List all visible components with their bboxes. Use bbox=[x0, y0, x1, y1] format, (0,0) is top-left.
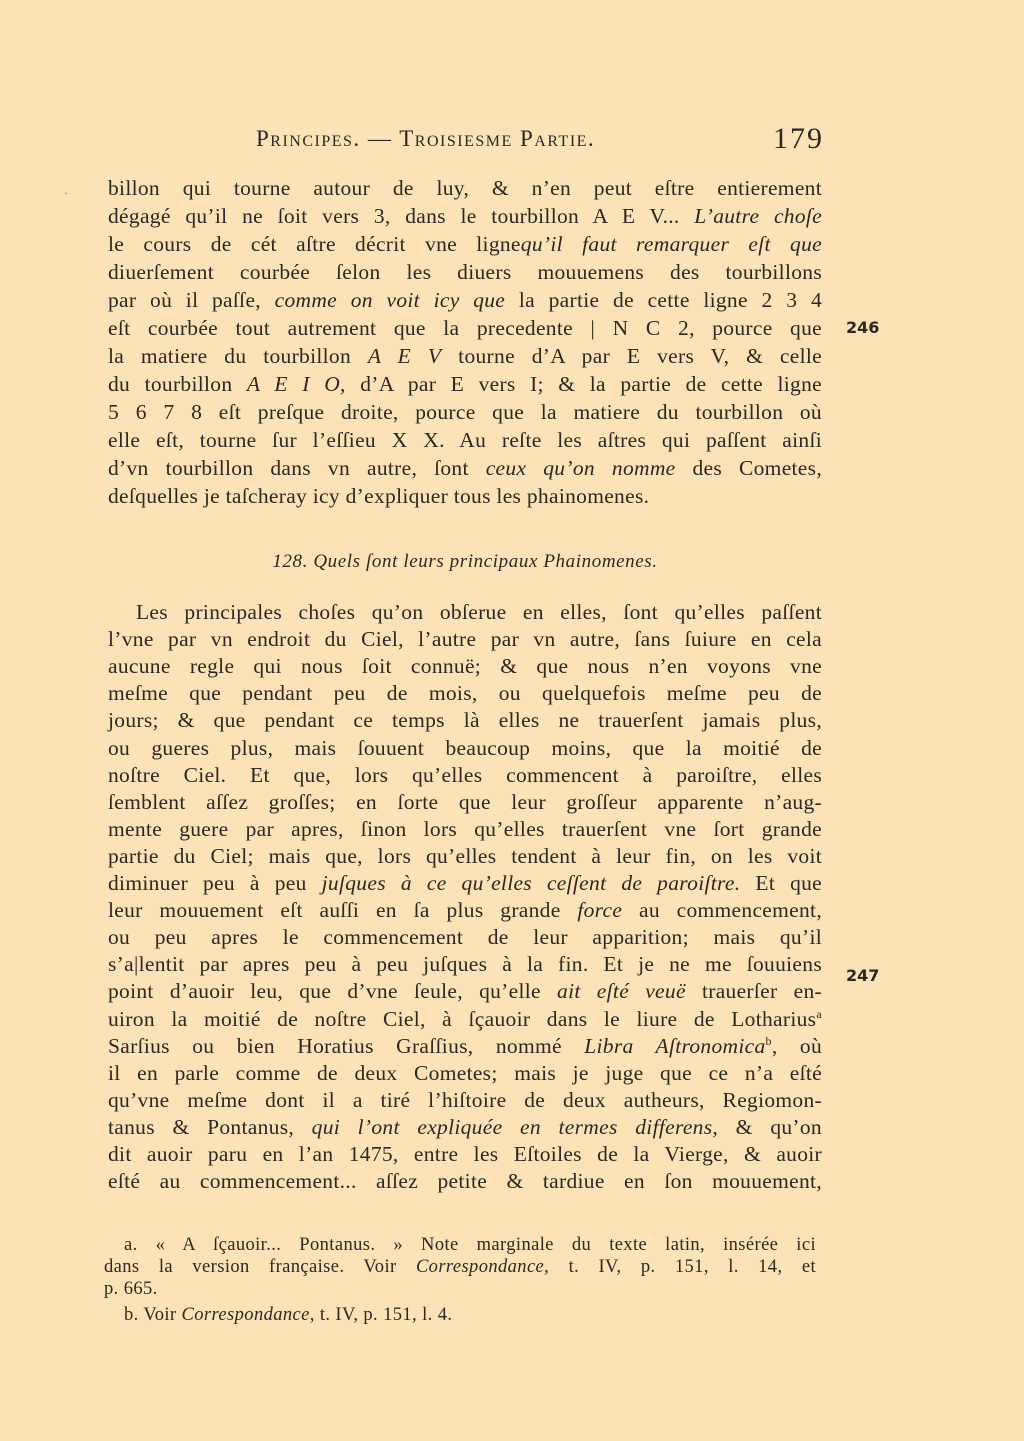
text-line bbox=[108, 482, 822, 510]
footnote-marker: a bbox=[816, 1006, 822, 1021]
text-run: b. Voir bbox=[124, 1305, 182, 1325]
text-run: trauerſer en- bbox=[685, 979, 822, 1004]
text-run: au commencement, bbox=[622, 898, 823, 923]
text-run: ſemblent aſſez groſſes; en ſorte que leur groſſeur apparente n’aug- bbox=[108, 789, 822, 814]
text-line bbox=[108, 202, 822, 230]
text-run: ou peu apres le commencement de leur apparition; mais qu’il bbox=[108, 925, 822, 950]
text-run: mente guere par apres, ſinon lors qu’elles trauerſent vne ſort grande bbox=[108, 816, 822, 841]
text-run: d’A par E vers I; & la partie de cette ligne bbox=[345, 372, 822, 396]
text-run: point d’auoir leu, que d’vne ſeule, qu’elle bbox=[108, 979, 558, 1004]
text-run: , où bbox=[771, 1033, 823, 1058]
text-line bbox=[108, 896, 822, 924]
text-run: diuerſement courbée ſelon les diuers mouuemens des tourbillons bbox=[108, 260, 822, 284]
text-run: eſté au commencement... aſſez petite & tardiue en ſon mouuement, bbox=[108, 1169, 822, 1194]
text-line bbox=[108, 1140, 822, 1168]
text-line bbox=[108, 426, 822, 454]
text-run: tanus & Pontanus, bbox=[108, 1114, 312, 1139]
text-run: jours; & que pendant ce temps là elles ne trauerſent jamais plus, bbox=[108, 708, 822, 733]
italic-run: force bbox=[577, 898, 623, 923]
text-run: & qu’on bbox=[718, 1114, 822, 1139]
text-run: diminuer peu à peu bbox=[108, 871, 322, 895]
text-line bbox=[108, 258, 822, 286]
text-run: eſt courbée tout autrement que la precedente | N C 2, pource que bbox=[108, 316, 822, 340]
footnote-line bbox=[104, 1278, 816, 1300]
text-line bbox=[108, 1032, 822, 1060]
text-line bbox=[108, 1167, 822, 1195]
text-line bbox=[108, 869, 822, 897]
text-line bbox=[108, 1113, 822, 1141]
text-run: s’a|lentit par apres peu à peu juſques à la fin. Et je ne me ſouuiens bbox=[108, 952, 822, 977]
page-number: 179 bbox=[773, 122, 824, 155]
italic-run: ceux qu’on nomme bbox=[485, 456, 676, 480]
text-run: p. 665. bbox=[104, 1279, 158, 1299]
text-line bbox=[108, 286, 822, 314]
text-line bbox=[108, 625, 822, 653]
text-run: leur mouuement eſt auſſi en ſa plus grande bbox=[108, 898, 578, 923]
text-run: le cours de cét aſtre décrit vne ligne bbox=[108, 232, 521, 256]
text-run: des Cometes, bbox=[675, 456, 822, 480]
footnote-line bbox=[124, 1304, 816, 1326]
text-run: il en parle comme de deux Cometes; mais je juge que ce n’a eſté bbox=[108, 1060, 822, 1085]
margin-number-247: 247 bbox=[846, 966, 880, 985]
text-run: a. « A ſçauoir... Pontanus. » Note marginale du texte latin, insérée ici bbox=[124, 1235, 816, 1255]
text-run: t. IV, p. 151, l. 4. bbox=[314, 1305, 453, 1325]
italic-run: comme on voit icy que bbox=[274, 288, 506, 312]
text-line bbox=[136, 598, 822, 626]
text-line bbox=[108, 342, 822, 370]
text-line bbox=[108, 174, 822, 202]
italic-run: Libra Aſtronomica bbox=[584, 1033, 766, 1058]
text-run: la partie de cette ligne 2 3 4 bbox=[505, 288, 822, 312]
running-head bbox=[250, 120, 830, 160]
text-line bbox=[108, 706, 822, 734]
text-run: 5 6 7 8 eſt preſque droite, pource que la matiere du tourbillon où bbox=[108, 400, 822, 424]
text-run: aucune regle qui nous ſoit connuë; & que nous n’en voyons vne bbox=[108, 654, 822, 679]
text-line bbox=[108, 788, 822, 816]
text-run: dans le liure de Lotharius bbox=[530, 1006, 817, 1031]
text-line bbox=[108, 977, 822, 1005]
text-run: dit auoir paru en l’an 1475, entre les Eſtoiles de la Vierge, & auoir bbox=[108, 1142, 822, 1166]
text-run: tourne d’A par E vers V, & celle bbox=[441, 344, 822, 368]
italic-run: juſques à ce qu’elles ceſſent de paroiſtre. bbox=[321, 871, 741, 895]
text-run: Sarſius ou bien Horatius Graſſius, nommé bbox=[108, 1033, 585, 1058]
running-head-title: Principes. — Troisiesme Partie. bbox=[256, 126, 596, 151]
text-run: partie du Ciel; mais que, lors qu’elles tendent à leur fin, on les voit bbox=[108, 843, 822, 868]
text-line bbox=[108, 923, 822, 951]
text-line bbox=[108, 1059, 822, 1087]
text-run: Et que bbox=[740, 871, 823, 895]
italic-run: Correspondance, bbox=[181, 1305, 315, 1325]
footnote-line bbox=[104, 1256, 816, 1278]
text-run: t. IV, p. 151, l. 14, et bbox=[549, 1257, 816, 1277]
text-run: elle eſt, tourne ſur l’eſſieu X X. Au reſte les aſtres qui paſſent ainſi bbox=[108, 428, 822, 452]
text-run: du tourbillon bbox=[108, 372, 247, 396]
text-run: par où il paſſe, bbox=[108, 288, 275, 312]
text-run: l’vne par vn endroit du Ciel, l’autre par vn autre, ſans ſuiure en cela bbox=[108, 627, 822, 652]
italic-run: qui l’ont expliquée en termes differens, bbox=[311, 1114, 719, 1139]
text-run: uiron la moitié de noſtre Ciel, à ſçauoir bbox=[108, 1006, 531, 1031]
text-run: dégagé qu’il ne ſoit vers 3, dans le tourbillon A E V... bbox=[108, 204, 695, 228]
text-run: Les principales choſes qu’on obſerue en elles, ſont qu’elles paſſent bbox=[136, 600, 822, 624]
text-run: dans la version française. Voir bbox=[104, 1257, 416, 1277]
text-line bbox=[108, 230, 822, 258]
footnote-marker: b bbox=[765, 1033, 772, 1048]
text-run: billon qui tourne autour de luy, & n’en peut eſtre entierement bbox=[108, 176, 822, 200]
text-run: qu’vne meſme dont il a tiré l’hiſtoire de deux autheurs, Regiomon- bbox=[108, 1087, 822, 1112]
text-line bbox=[108, 842, 822, 870]
text-run: deſquelles je taſcheray icy d’expliquer tous les phainomenes. bbox=[108, 484, 650, 508]
margin-number-246: 246 bbox=[846, 318, 880, 337]
text-line bbox=[108, 761, 822, 789]
text-run: d’vn tourbillon dans vn autre, ſont bbox=[108, 456, 486, 480]
text-line bbox=[108, 679, 822, 707]
text-run: meſme que pendant peu de mois, ou quelquefois meſme peu de bbox=[108, 681, 822, 706]
italic-run: qu’il faut remarquer eſt que bbox=[520, 232, 822, 256]
page-speck: · bbox=[64, 186, 68, 200]
text-line bbox=[108, 815, 822, 843]
text-run: ou gueres plus, mais ſouuent beaucoup moins, que la moitié de bbox=[108, 735, 822, 760]
footnote-line bbox=[124, 1234, 816, 1256]
text-line bbox=[108, 454, 822, 482]
text-line bbox=[108, 734, 822, 762]
italic-run: A E I O, bbox=[246, 372, 346, 396]
text-line bbox=[108, 1005, 822, 1033]
italic-run: L’autre choſe bbox=[694, 204, 823, 228]
text-line bbox=[108, 398, 822, 426]
text-line bbox=[108, 370, 822, 398]
text-line bbox=[108, 950, 822, 978]
text-line bbox=[108, 314, 822, 342]
section-heading: 128. Quels ſont leurs principaux Phainomenes. bbox=[272, 551, 658, 572]
text-run: noſtre Ciel. Et que, lors qu’elles commencent à paroiſtre, elles bbox=[108, 762, 822, 787]
italic-run: ait eſté veuë bbox=[557, 979, 686, 1004]
text-line bbox=[108, 1086, 822, 1114]
text-run: la matiere du tourbillon bbox=[108, 344, 368, 368]
italic-run: Correspondance, bbox=[415, 1257, 550, 1277]
italic-run: A E V bbox=[367, 344, 442, 368]
text-line bbox=[108, 652, 822, 680]
